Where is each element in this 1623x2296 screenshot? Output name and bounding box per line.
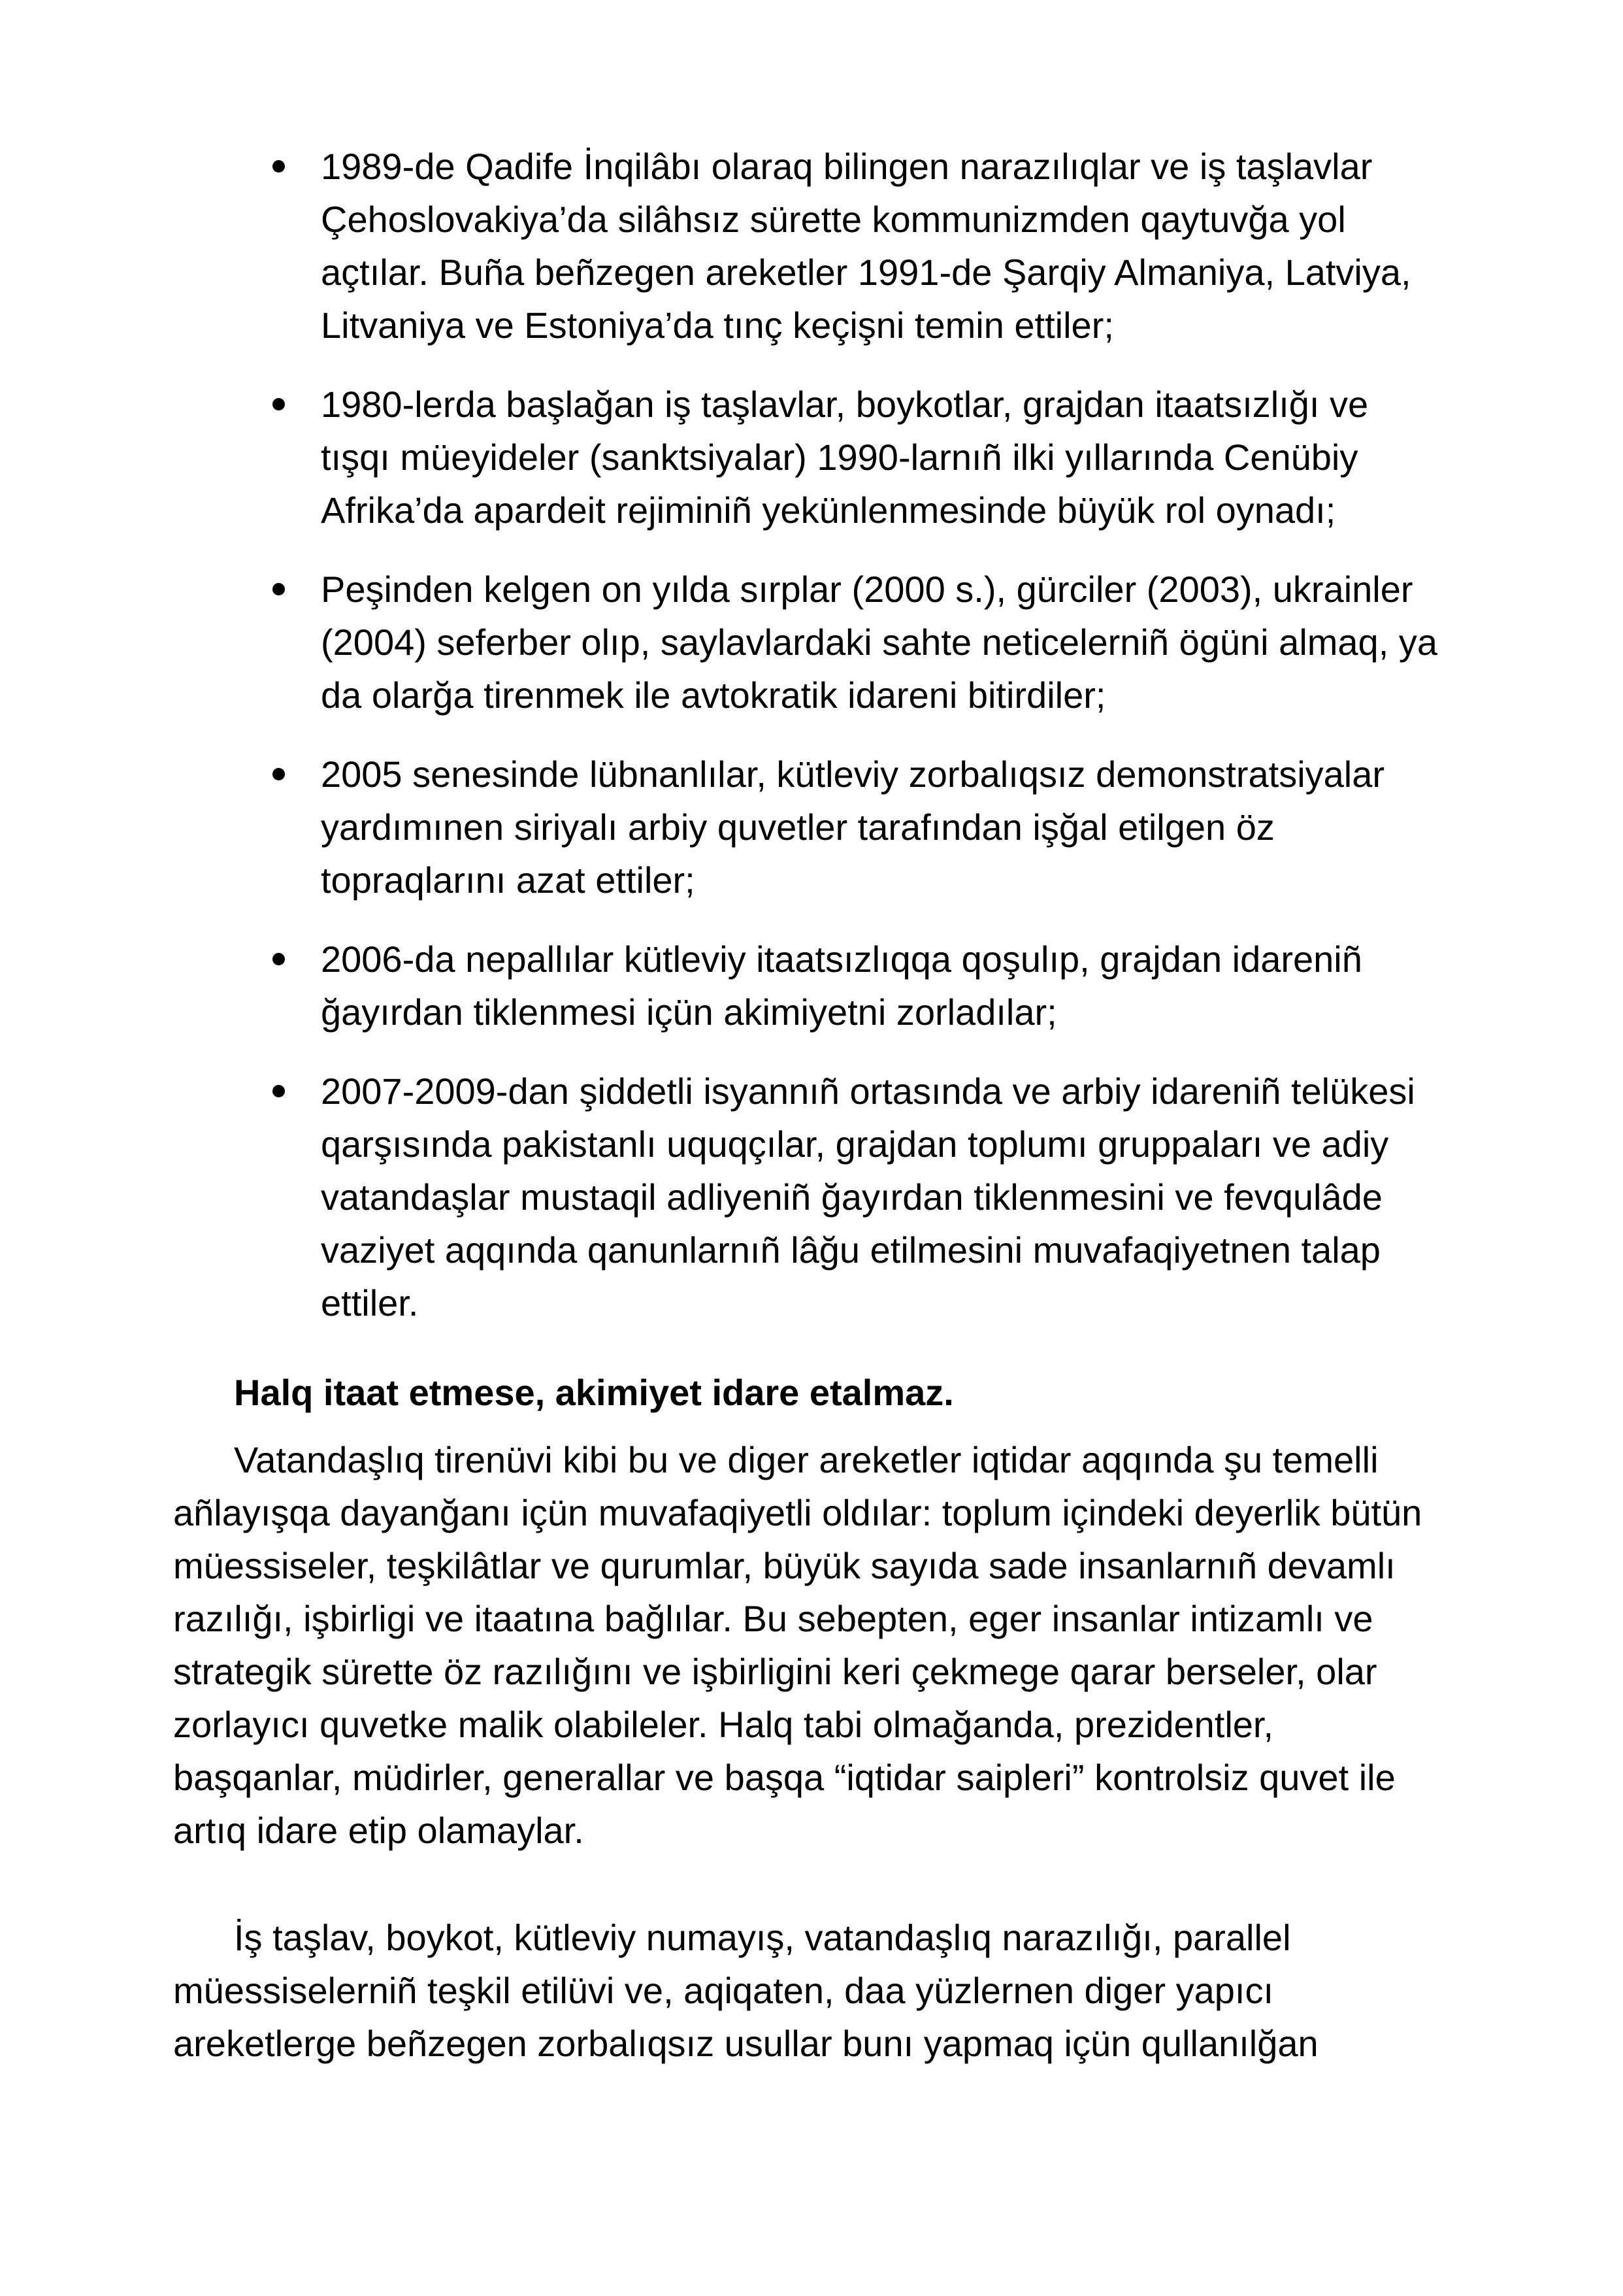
line: Vatandaşlıq tirenüvi kibi bu ve diger areketler iqtidar aqqında şu temelli bbox=[234, 1439, 1379, 1480]
list-item bbox=[263, 1065, 1485, 1329]
bullet-icon bbox=[272, 398, 285, 410]
line: başqanlar, müdirler, generallar ve başqa “iqtidar saipleri” kontrolsiz quvet ile bbox=[173, 1757, 1396, 1798]
list-item bbox=[263, 378, 1485, 537]
section-heading: Halq itaat etmese, akimiyet idare etalmaz. bbox=[234, 1372, 954, 1413]
list-item bbox=[263, 748, 1485, 907]
line: ğayırdan tiklenmesi içün akimiyetni zorladılar; bbox=[321, 991, 1057, 1033]
line: ettiler. bbox=[321, 1282, 419, 1323]
line: (2004) seferber olıp, saylavlardaki sahte neticelerniñ ögüni almaq, ya bbox=[321, 622, 1437, 663]
line: İş taşlav, boykot, kütleviy numayış, vatandaşlıq narazılığı, parallel bbox=[234, 1917, 1291, 1958]
bullet-icon bbox=[272, 1085, 285, 1097]
line: añlayışqa dayanğanı içün muvafaqiyetli oldılar: toplum içindeki deyerlik bütün bbox=[173, 1492, 1422, 1533]
list-item bbox=[263, 933, 1485, 1039]
line: artıq idare etip olamaylar. bbox=[173, 1810, 584, 1851]
line: da olarğa tirenmek ile avtokratik idareni bitirdiler; bbox=[321, 674, 1106, 716]
bullet-icon bbox=[272, 953, 285, 965]
line: 2007-2009-dan şiddetli isyannıñ ortasında ve arbiy idareniñ telükesi bbox=[321, 1071, 1415, 1112]
line: 1989-de Qadife İnqilâbı olaraq bilingen narazılıqlar ve iş taşlavlar bbox=[321, 146, 1373, 187]
bullet-list bbox=[263, 140, 1485, 1356]
line: Afrika’da apardeit rejiminiñ yekünlenmesinde büyük rol oynadı; bbox=[321, 490, 1336, 531]
line: areketlerge beñzegen zorbalıqsız usullar bunı yapmaq içün qullanılğan bbox=[173, 2023, 1319, 2064]
line: topraqlarını azat ettiler; bbox=[321, 859, 695, 901]
line: vatandaşlar mustaqil adliyeniñ ğayırdan tiklenmesini ve fevqulâde bbox=[321, 1176, 1383, 1218]
paragraph bbox=[173, 1433, 1480, 1857]
line: 1980-lerda başlağan iş taşlavlar, boykotlar, grajdan itaatsızlığı ve bbox=[321, 384, 1369, 425]
line: razılığı, işbirligi ve itaatına bağlılar. Bu sebepten, eger insanlar intizamlı ve bbox=[173, 1598, 1373, 1639]
line: yardımınen siriyalı arbiy quvetler tarafından işğal etilgen öz bbox=[321, 807, 1275, 848]
line: Çehoslovakiya’da silâhsız sürette kommunizmden qaytuvğa yol bbox=[321, 199, 1346, 240]
line: qarşısında pakistanlı uquqçılar, grajdan toplumı gruppaları ve adiy bbox=[321, 1123, 1389, 1165]
line: 2005 senesinde lübnanlılar, kütleviy zorbalıqsız demonstratsiyalar bbox=[321, 754, 1385, 795]
paragraph bbox=[173, 1911, 1480, 2070]
line: vaziyet aqqında qanunlarnıñ lâğu etilmesini muvafaqiyetnen talap bbox=[321, 1229, 1381, 1271]
bullet-icon bbox=[272, 160, 285, 173]
line: tışqı müeyideler (sanktsiyalar) 1990-larnıñ ilki yıllarında Cenübiy bbox=[321, 437, 1358, 478]
bullet-icon bbox=[272, 583, 285, 595]
line: müessiselerniñ teşkil etilüvi ve, aqiqaten, daa yüzlernen diger yapıcı bbox=[173, 1970, 1274, 2011]
line: Litvaniya ve Estoniya’da tınç keçişni temin ettiler; bbox=[321, 305, 1114, 346]
line: müessiseler, teşkilâtlar ve qurumlar, büyük sayıda sade insanlarnıñ devamlı bbox=[173, 1545, 1396, 1586]
line: Peşinden kelgen on yılda sırplar (2000 s.), gürciler (2003), ukrainler bbox=[321, 569, 1413, 610]
list-item bbox=[263, 563, 1485, 722]
bullet-icon bbox=[272, 768, 285, 780]
line: zorlayıcı quvetke malik olabileler. Halq tabi olmağanda, prezidentler, bbox=[173, 1704, 1274, 1745]
line: strategik sürette öz razılığını ve işbirligini keri çekmege qarar berseler, olar bbox=[173, 1651, 1377, 1692]
list-item bbox=[263, 140, 1485, 352]
line: 2006-da nepallılar kütleviy itaatsızlıqqa qoşulıp, grajdan idareniñ bbox=[321, 939, 1362, 980]
line: açtılar. Buña beñzegen areketler 1991-de Şarqiy Almaniya, Latviya, bbox=[321, 252, 1411, 293]
